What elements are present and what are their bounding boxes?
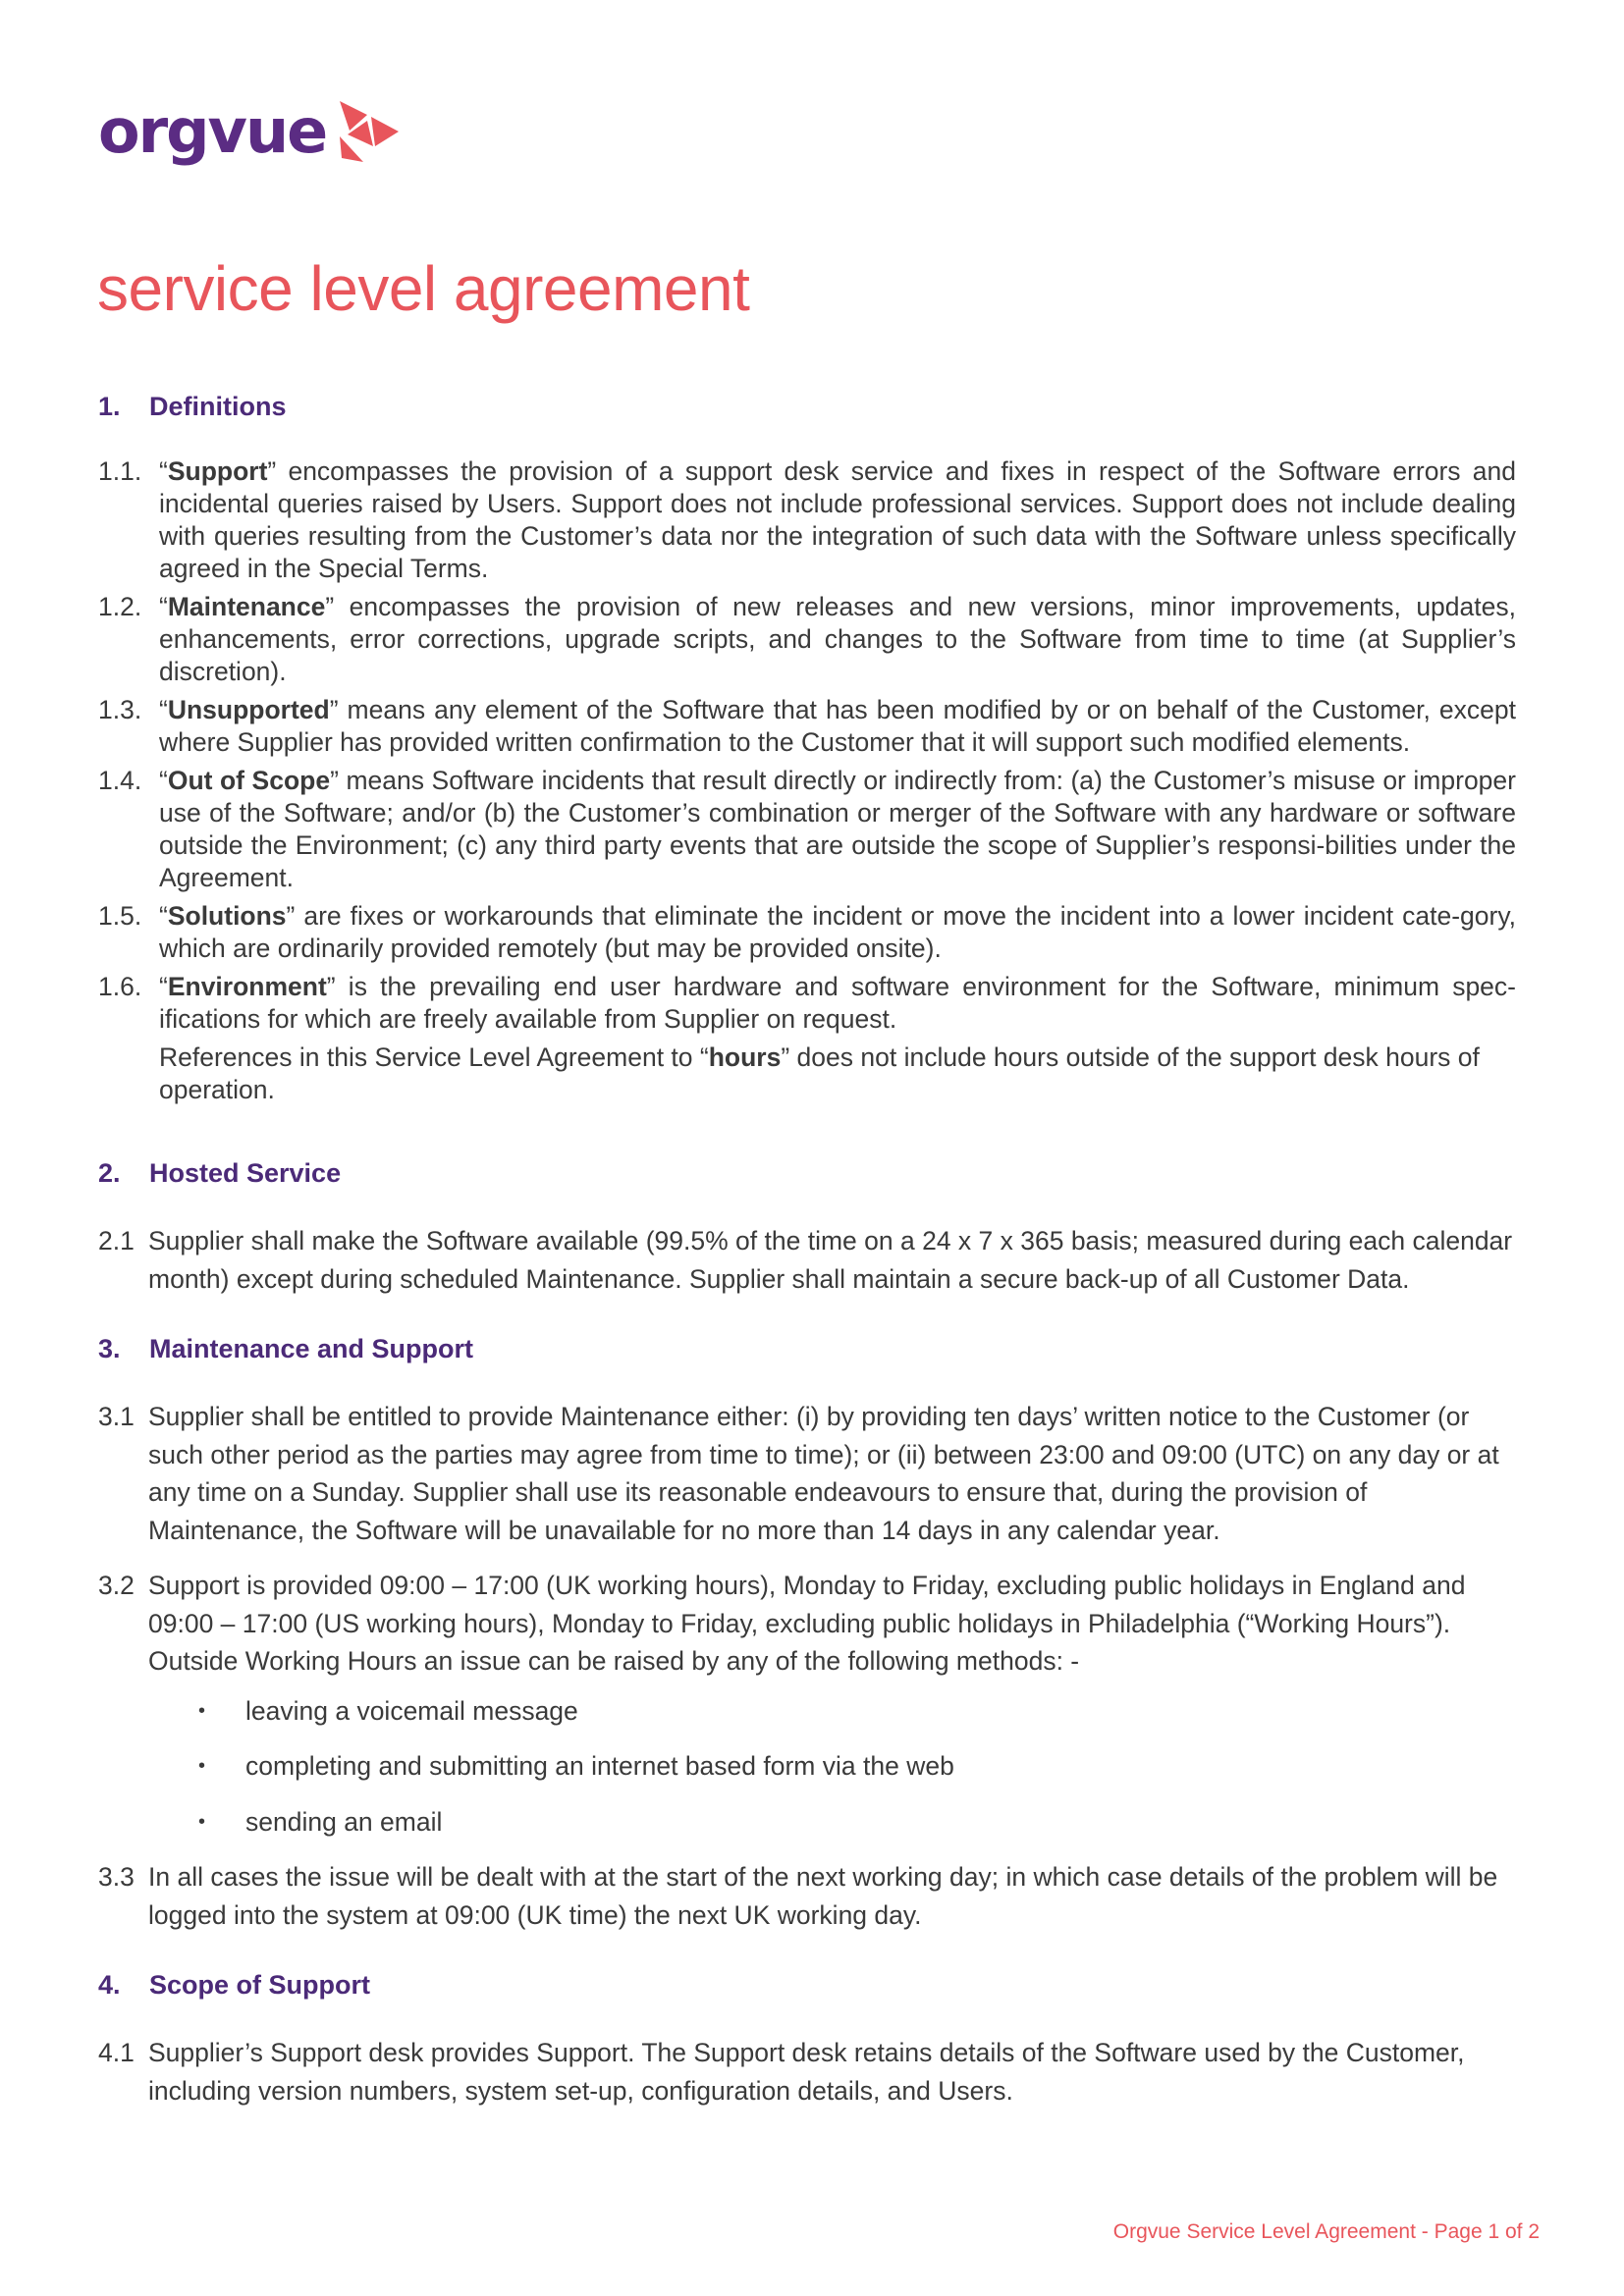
clause-1-6: 1.6. “Environment” is the prevailing end user hardware and software environment for the Software, minimum spec-ifications for which are freely available from Supplier on request. <box>98 972 1516 1034</box>
clause-number: 3.1 <box>98 1402 135 1431</box>
defined-term: Unsupported <box>167 695 330 724</box>
clause-number: 4.1 <box>98 2038 135 2067</box>
orgvue-logo <box>98 92 401 171</box>
clause-number: 1.2. <box>98 592 142 621</box>
clause-text: ” encompasses the provision of a support desk service and fixes in respect of the Software errors and incidental queries raised by Users. Support does not include professional services. Support does not include dealing with queries resulting from the Customer’s data nor the integration of such data with the Software unless specifically agreed in the Special Terms. <box>159 456 1516 583</box>
clause-text: Supplier shall be entitled to provide Maintenance either: (i) by providing ten days’ written notice to the Customer (or such other period as the parties may agree from time to time); or (ii) between 23:00 and 09:00 (UTC) on any day or at any time on a Sunday. Supplier shall use its reasonable endeavours to ensure that, during the provision of Maintenance, the Software will be unavailable for no more than 14 days in any calendar year. <box>148 1402 1499 1545</box>
section-number: 1. <box>98 392 121 421</box>
clause-text: Supplier shall make the Software available (99.5% of the time on a 24 x 7 x 365 basis; measured during each calendar month) except during scheduled Maintenance. Supplier shall maintain a secure back-up of all Customer Data. <box>148 1226 1513 1294</box>
section-maintenance-support <box>98 1331 1520 1934</box>
section-hosted-service <box>98 1155 1520 1298</box>
clause-1-4: 1.4. “Out of Scope” means Software incidents that result directly or indirectly from: (a) the Customer’s misuse or improper use of the Software; and/or (b) the Customer’s combination or merger of the Software with any hardware or software outside the Environment; (c) any third party events that are outside the scope of Supplier’s responsi-bilities under the Agreement. <box>98 766 1516 892</box>
note-text: ” does not include hours outside of the support desk hours of operation. <box>159 1042 1480 1104</box>
clause-number: 1.1. <box>98 456 142 486</box>
list-item <box>198 1747 1520 1786</box>
section-title: Definitions <box>149 392 287 421</box>
bullet-icon: • <box>198 1755 206 1777</box>
defined-term: hours <box>708 1042 782 1072</box>
logo-wordmark: orgvue <box>98 95 327 167</box>
clause-1-5: 1.5. “Solutions” are fixes or workarounds that eliminate the incident or move the incident into a lower incident cate-gory, which are ordinarily provided remotely (but may be provided onsite). <box>98 901 1516 963</box>
clause-4-1 <box>98 2034 1520 2109</box>
list-item-text: leaving a voicemail message <box>245 1695 578 1726</box>
section-heading <box>98 1155 1520 1191</box>
section-heading <box>98 389 1520 424</box>
clause-3-3 <box>98 1858 1520 1934</box>
clause-text: In all cases the issue will be dealt with at the start of the next working day; in which case details of the problem will be logged into the system at 09:00 (UK time) the next UK working day. <box>148 1862 1498 1930</box>
contact-methods-list <box>98 1692 1520 1842</box>
hours-note <box>159 1041 1520 1106</box>
defined-term: Maintenance <box>167 592 326 621</box>
section-title: Maintenance and Support <box>149 1334 474 1363</box>
clause-number: 3.2 <box>98 1571 135 1600</box>
clause-number: 1.6. <box>98 972 142 1001</box>
clause-number: 3.3 <box>98 1862 135 1892</box>
list-item <box>198 1803 1520 1842</box>
section-heading <box>98 1967 1520 2002</box>
clause-text: ” are fixes or workarounds that eliminate the incident or move the incident into a lower incident cate-gory, which are ordinarily provided remotely (but may be provided onsite). <box>159 901 1516 963</box>
clause-text: Support is provided 09:00 – 17:00 (UK working hours), Monday to Friday, excluding public holidays in England and 09:00 – 17:00 (US working hours), Monday to Friday, excluding public holidays in Philadelphia (“Working Hours”). Outside Working Hours an issue can be raised by any of the following methods: - <box>148 1571 1466 1676</box>
section-title: Hosted Service <box>149 1158 342 1188</box>
clause-1-1: 1.1. “Support” encompasses the provision of a support desk service and fixes in respect of the Software errors and incidental queries raised by Users. Support does not include professional services. Support does not include dealing with queries resulting from the Customer’s data nor the integration of such data with the Software unless specifically agreed in the Special Terms. <box>98 456 1516 583</box>
list-item-text: completing and submitting an internet based form via the web <box>245 1751 954 1781</box>
section-number: 4. <box>98 1970 121 2000</box>
note-text: References in this Service Level Agreement to “ <box>159 1042 709 1072</box>
clause-text: ” encompasses the provision of new releases and new versions, minor improvements, updates, enhancements, error corrections, upgrade scripts, and changes to the Software from time to time (at Supplier’s discretion). <box>159 592 1516 686</box>
bullet-icon: • <box>198 1810 206 1833</box>
clause-text: Supplier’s Support desk provides Support. The Support desk retains details of the Software used by the Customer, including version numbers, system set-up, configuration details, and Users. <box>148 2038 1465 2106</box>
section-title: Scope of Support <box>149 1970 370 2000</box>
clause-text: ” means Software incidents that result directly or indirectly from: (a) the Customer’s misuse or improper use of the Software; and/or (b) the Customer’s combination or merger of the Software with any hardware or software outside the Environment; (c) any third party events that are outside the scope of Supplier’s responsi-bilities under the Agreement. <box>159 766 1516 892</box>
section-number: 3. <box>98 1334 121 1363</box>
list-item <box>198 1692 1520 1731</box>
clause-text: ” means any element of the Software that has been modified by or on behalf of the Customer, except where Supplier has provided written confirmation to the Customer that it will support such modified elements. <box>159 695 1516 757</box>
section-definitions <box>98 389 1520 1106</box>
defined-term: Out of Scope <box>167 766 331 795</box>
clause-1-3: 1.3. “Unsupported” means any element of the Software that has been modified by or on behalf of the Customer, except where Supplier has provided written confirmation to the Customer that it will support such modified elements. <box>98 695 1516 757</box>
clause-number: 1.3. <box>98 695 142 724</box>
section-scope-of-support <box>98 1967 1520 2109</box>
defined-term: Support <box>167 456 268 486</box>
list-item-text: sending an email <box>245 1806 443 1837</box>
orgvue-mark-icon <box>334 97 401 166</box>
clause-number: 1.4. <box>98 766 142 795</box>
page-title: service level agreement <box>97 253 750 324</box>
page-footer: Orgvue Service Level Agreement - Page 1 of 2 <box>1112 2220 1540 2243</box>
clause-number: 2.1 <box>98 1226 135 1255</box>
clause-text: ” is the prevailing end user hardware and software environment for the Software, minimum spec-ifications for which are freely available from Supplier on request. <box>159 972 1516 1034</box>
clause-1-2: 1.2. “Maintenance” encompasses the provision of new releases and new versions, minor improvements, updates, enhancements, error corrections, upgrade scripts, and changes to the Software from time to time (at Supplier’s discretion). <box>98 592 1516 686</box>
section-heading <box>98 1331 1520 1366</box>
defined-term: Solutions <box>167 901 287 931</box>
clause-3-2 <box>98 1567 1520 1681</box>
bullet-icon: • <box>198 1699 206 1722</box>
clause-3-1 <box>98 1398 1520 1549</box>
clause-number: 1.5. <box>98 901 142 931</box>
section-number: 2. <box>98 1158 121 1188</box>
defined-term: Environment <box>167 972 327 1001</box>
clause-2-1 <box>98 1222 1520 1298</box>
document-body <box>98 389 1520 2127</box>
